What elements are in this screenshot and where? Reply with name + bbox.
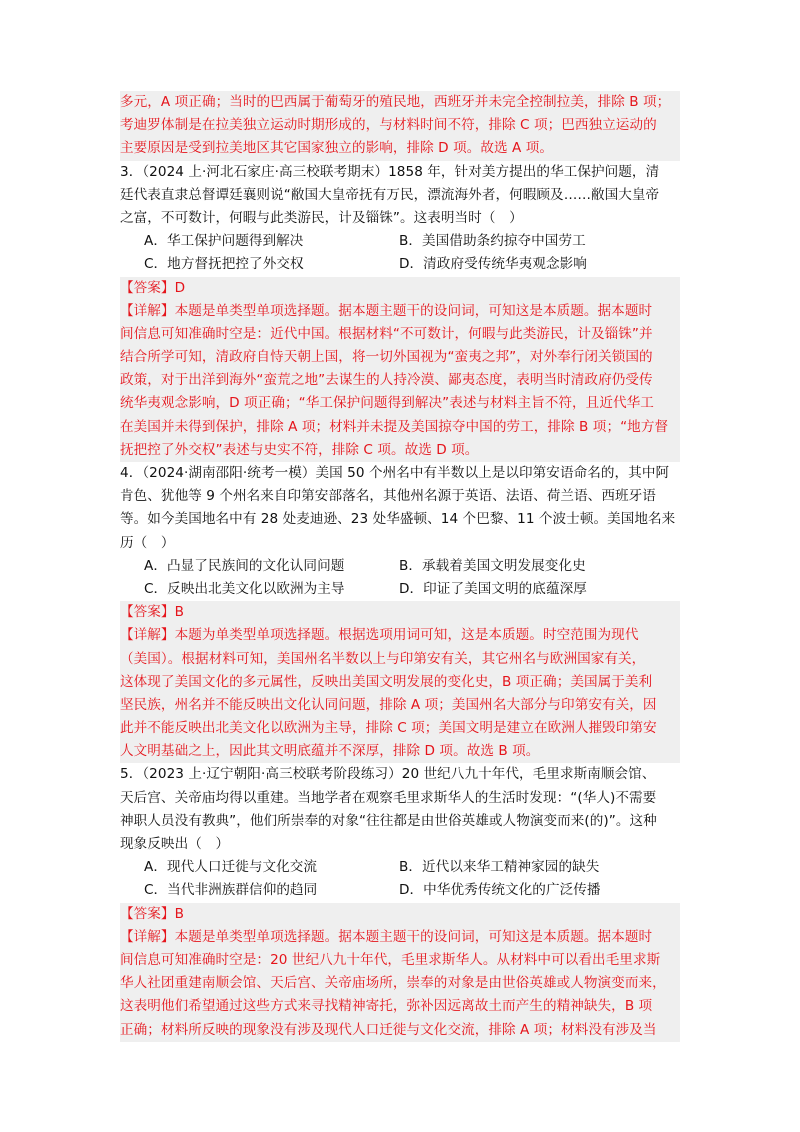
detail-line: 华人社团重建南顺会馆、天后宫、关帝庙场所，崇奉的对象是由世俗英雄或人物演变而来，: [120, 972, 680, 995]
options-row: [120, 578, 680, 601]
detail-line: 正确；材料所反映的现象没有涉及现代人口迁徙与文化交流，排除 A 项；材料没有涉及当: [120, 1019, 680, 1042]
question-stem-line: 5．（2023 上·辽宁朝阳·高三校联考阶段练习）20 世纪八九十年代，毛里求斯南顺会馆、: [120, 766, 656, 783]
option-b: B．近代以来华工精神家园的缺失: [399, 859, 600, 876]
option-c: C．反映出北美文化以欧洲为主导: [144, 580, 345, 597]
option-b: B．美国借助条约掠夺中国劳工: [399, 233, 586, 250]
detail-line: 抚把控了外交权”表述与史实不符，排除 C 项。故选 D 项。: [120, 439, 680, 462]
detail-line: 统华夷观念影响，D 项正确；“华工保护问题得到解决”表述与材料主旨不符，且近代华工: [120, 392, 680, 415]
option-a: A．现代人口迁徙与文化交流: [144, 859, 318, 876]
detail-line: 人文明基础之上，因此其文明底蕴并不深厚，排除 D 项。故选 B 项。: [120, 740, 680, 763]
option-c: C．地方督抚把控了外交权: [144, 256, 304, 273]
question-stem-line: 廷代表直隶总督谭廷襄则说“敝国大皇帝抚有万民，漂流海外者，何暇顾及……敝国大皇帝: [120, 186, 660, 203]
option-d: D．印证了美国文明的底蕴深厚: [399, 580, 587, 597]
detail-line: 主要原因是受到拉美地区其它国家独立的影响，排除 D 项。故选 A 项。: [120, 137, 680, 160]
option-a: A．凸显了民族间的文化认同问题: [144, 557, 345, 574]
option-a: A．华工保护问题得到解决: [144, 233, 304, 250]
question-stem-line: 肯色、犹他等 9 个州名来自印第安部落名，其他州名源于英语、法语、荷兰语、西班牙语: [120, 488, 656, 505]
detail-line: 坚民族，州名并不能反映出文化认同问题，排除 A 项；美国州名大部分与印第安有关，因: [120, 694, 680, 717]
question-stem-line: 4．（2024·湖南邵阳·统考一模）美国 50 个州名中有半数以上是以印第安语命名的，其中阿: [120, 465, 670, 481]
question-stem-line: 天后宫、关帝庙均得以重建。当地学者在观察毛里求斯华人的生活时发现：“(华人)不需要: [120, 789, 657, 806]
detail-line: 【详解】本题是单类型单项选择题。据本题主题干的设问词，可知这是本质题。据本题时: [120, 300, 680, 323]
options-row: [120, 879, 680, 902]
detail-line: 结合所学可知，清政府自恃天朝上国，将一切外国视为“蛮夷之邦”，对外奉行闭关锁国的: [120, 346, 680, 369]
document-page: [120, 91, 680, 1042]
detail-line: 此并不能反映出北美文化以欧洲为主导，排除 C 项；美国文明是建立在欧洲人摧毁印第安: [120, 717, 680, 740]
detail-line: 多元，A 项正确；当时的巴西属于葡萄牙的殖民地，西班牙并未完全控制拉美，排除 B 项；: [120, 91, 680, 114]
detail-line: 【详解】本题为单类型单项选择题。根据选项用词可知，这是本质题。时空范围为现代: [120, 624, 680, 647]
detail-line: 这体现了美国文化的多元属性，反映出美国文明发展的变化史，B 项正确；美国属于美利: [120, 671, 680, 694]
question-stem-line: 神职人员没有教典”，他们所崇奉的对象“往往都是由世俗英雄或人物演变而来(的)”。这种: [120, 812, 657, 829]
detail-line: 【详解】本题是单类型单项选择题。据本题主题干的设问词，可知这是本质题。据本题时: [120, 926, 680, 949]
detail-line: 这表明他们希望通过这些方式来寻找精神寄托，弥补因远离故土而产生的精神缺失，B 项: [120, 995, 680, 1018]
detail-line: 间信息可知准确时空是：近代中国。根据材料“不可数计，何暇与此类游民，计及锱铢”并: [120, 323, 680, 346]
question-4: [120, 462, 680, 763]
question-stem-line: 等。如今美国地名中有 28 处麦迪逊、23 处华盛顿、14 个巴黎、11 个波士顿。美国地名来: [120, 511, 676, 528]
answer-label: 【答案】D: [120, 277, 680, 300]
question-3: [120, 161, 680, 462]
answer-label: 【答案】B: [120, 903, 680, 926]
question-stem-line: 现象反映出（ ）: [120, 836, 230, 852]
previous-answer-continuation: [120, 91, 680, 161]
answer-label: 【答案】B: [120, 601, 680, 624]
detail-line: （美国）。根据材料可知，美国州名半数以上与印第安有关，其它州名与欧洲国家有关，: [120, 648, 680, 671]
question-5: [120, 763, 680, 1041]
question-stem-line: 历（ ）: [120, 534, 175, 551]
detail-line: 间信息可知准确时空是：20 世纪八九十年代，毛里求斯华人。从材料中可以看出毛里求斯: [120, 949, 680, 972]
question-stem-line: 之富，不可数计，何暇与此类游民，计及锱铢”。这表明当时（ ）: [120, 209, 523, 226]
question-stem-line: 3．（2024 上·河北石家庄·高三校联考期末）1858 年，针对美方提出的华工保护问题，清: [120, 163, 660, 180]
option-d: D．中华优秀传统文化的广泛传播: [399, 882, 601, 899]
options-row: [120, 555, 680, 578]
option-c: C．当代非洲族群信仰的趋同: [144, 882, 318, 899]
detail-line: 在美国并未得到保护，排除 A 项；材料并未提及美国掠夺中国的劳工，排除 B 项；“地方督: [120, 416, 680, 439]
detail-line: 考迪罗体制是在拉美独立运动时期形成的，与材料时间不符，排除 C 项；巴西独立运动的: [120, 114, 680, 137]
option-b: B．承载着美国文明发展变化史: [399, 557, 586, 574]
detail-line: 政策，对于出洋到海外“蛮荒之地”去谋生的人持冷漠、鄙夷态度，表明当时清政府仍受传: [120, 369, 680, 392]
options-row: [120, 253, 680, 276]
options-row: [120, 856, 680, 879]
options-row: [120, 230, 680, 253]
option-d: D．清政府受传统华夷观念影响: [399, 256, 587, 273]
